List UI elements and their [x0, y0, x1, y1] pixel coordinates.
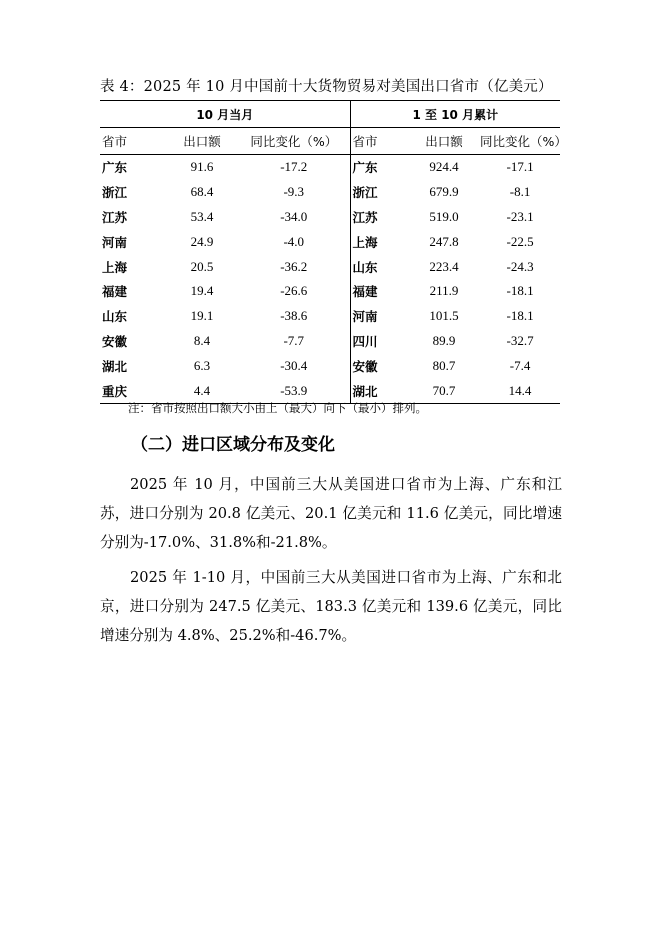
export-value-cumulative: 247.8: [429, 233, 459, 249]
table-row: [100, 155, 560, 180]
yoy-change-monthly: -7.7: [238, 329, 350, 354]
yoy-change-cumulative: -24.3: [506, 258, 534, 274]
yoy-change-monthly: -26.6: [238, 279, 350, 304]
province-monthly: 江苏: [102, 209, 128, 225]
yoy-change-monthly: -30.4: [238, 353, 350, 378]
export-value-monthly: 19.4: [190, 283, 214, 299]
yoy-change-monthly: -53.9: [238, 378, 350, 403]
yoy-change-monthly: -36.2: [238, 254, 350, 279]
table-row: [100, 229, 560, 254]
table-caption: 表 4：2025 年 10 月中国前十大货物贸易对美国出口省市（亿美元）: [100, 79, 553, 95]
export-value-monthly: 4.4: [166, 378, 238, 403]
province-cumulative: 上海: [352, 234, 378, 250]
yoy-change-cumulative: -7.4: [509, 357, 531, 373]
col-header-province-monthly: 省市: [100, 128, 166, 155]
col-header-province-cumulative: 省市: [350, 128, 408, 155]
province-cumulative: 广东: [352, 160, 378, 176]
province-cumulative: 安徽: [352, 358, 378, 374]
yoy-change-cumulative: -8.1: [509, 184, 531, 200]
province-monthly: 湖北: [102, 358, 128, 374]
province-cumulative: 河南: [352, 309, 378, 325]
province-cumulative: 山东: [352, 259, 378, 275]
export-value-monthly: 19.1: [190, 308, 214, 324]
yoy-change-monthly: -4.0: [238, 229, 350, 254]
col-header-change-monthly: 同比变化（%）: [238, 128, 350, 155]
export-value-monthly: 68.4: [190, 184, 214, 200]
export-value-cumulative: 223.4: [429, 258, 459, 274]
group-header-monthly: 10 月当月: [100, 101, 350, 128]
province-cumulative: 湖北: [350, 378, 408, 403]
province-cumulative: 四川: [352, 333, 378, 349]
col-header-export-monthly: 出口额: [166, 128, 238, 155]
export-value-cumulative: 924.4: [429, 159, 459, 175]
province-monthly: 山东: [102, 309, 128, 325]
province-monthly: 福建: [102, 284, 128, 300]
province-cumulative: 江苏: [352, 209, 378, 225]
yoy-change-cumulative: -32.7: [506, 332, 534, 348]
export-value-monthly: 8.4: [193, 332, 211, 348]
yoy-change-monthly: -34.0: [238, 205, 350, 230]
table-note: 注：省市按照出口额大小由上（最大）向下（最小）排列。: [128, 401, 427, 415]
export-value-monthly: 6.3: [193, 357, 211, 373]
province-monthly: 广东: [102, 160, 128, 176]
export-value-cumulative: 80.7: [432, 357, 456, 373]
export-provinces-table: [100, 100, 567, 404]
export-value-cumulative: 89.9: [432, 332, 456, 348]
section-heading: （二）进口区域分布及变化: [131, 435, 335, 455]
export-value-cumulative: 211.9: [429, 283, 459, 299]
province-monthly: 浙江: [102, 185, 128, 201]
export-value-cumulative: 70.7: [408, 378, 480, 403]
table-row: [100, 329, 560, 354]
table-row: [100, 353, 560, 378]
column-header-row: [100, 128, 560, 155]
province-monthly: 河南: [102, 234, 128, 250]
province-cumulative: 福建: [352, 284, 378, 300]
yoy-change-cumulative: 14.4: [480, 378, 560, 403]
col-header-export-cumulative: 出口额: [408, 128, 480, 155]
col-header-change-cumulative: 同比变化（%）: [480, 128, 560, 155]
yoy-change-monthly: -38.6: [238, 304, 350, 329]
province-monthly: 重庆: [100, 378, 166, 403]
yoy-change-monthly: -17.2: [238, 155, 350, 180]
province-cumulative: 浙江: [352, 185, 378, 201]
group-header-cumulative: 1 至 10 月累计: [350, 101, 560, 128]
yoy-change-cumulative: -23.1: [506, 208, 534, 224]
export-value-cumulative: 519.0: [429, 208, 459, 224]
table-row: [100, 254, 560, 279]
export-value-monthly: 24.9: [190, 233, 214, 249]
yoy-change-cumulative: -18.1: [506, 308, 534, 324]
yoy-change-cumulative: -17.1: [506, 159, 534, 175]
group-header-row: [100, 101, 560, 128]
paragraph-cumulative-imports: 2025 年 1-10 月，中国前三大从美国进口省市为上海、广东和北京，进口分别为 247.5 亿美元、183.3 亿美元和 139.6 亿美元，同比增速分别为 4.8%、25.2%和-46.7%。: [100, 569, 562, 644]
export-value-cumulative: 679.9: [429, 184, 459, 200]
paragraph-monthly-imports: 2025 年 10 月，中国前三大从美国进口省市为上海、广东和江苏，进口分别为 20.8 亿美元、20.1 亿美元和 11.6 亿美元，同比增速分别为-17.0%、31.8%和-21.8%。: [100, 476, 562, 551]
export-value-monthly: 20.5: [190, 258, 214, 274]
table-row: [100, 279, 560, 304]
province-monthly: 安徽: [102, 333, 128, 349]
table-row: [100, 180, 560, 205]
table-row: [100, 205, 560, 230]
export-value-monthly: 53.4: [190, 208, 214, 224]
export-value-cumulative: 101.5: [429, 308, 459, 324]
yoy-change-cumulative: -22.5: [506, 233, 534, 249]
yoy-change-cumulative: -18.1: [506, 283, 534, 299]
province-monthly: 上海: [102, 259, 128, 275]
export-value-monthly: 91.6: [190, 159, 214, 175]
yoy-change-monthly: -9.3: [238, 180, 350, 205]
table-row: [100, 304, 560, 329]
